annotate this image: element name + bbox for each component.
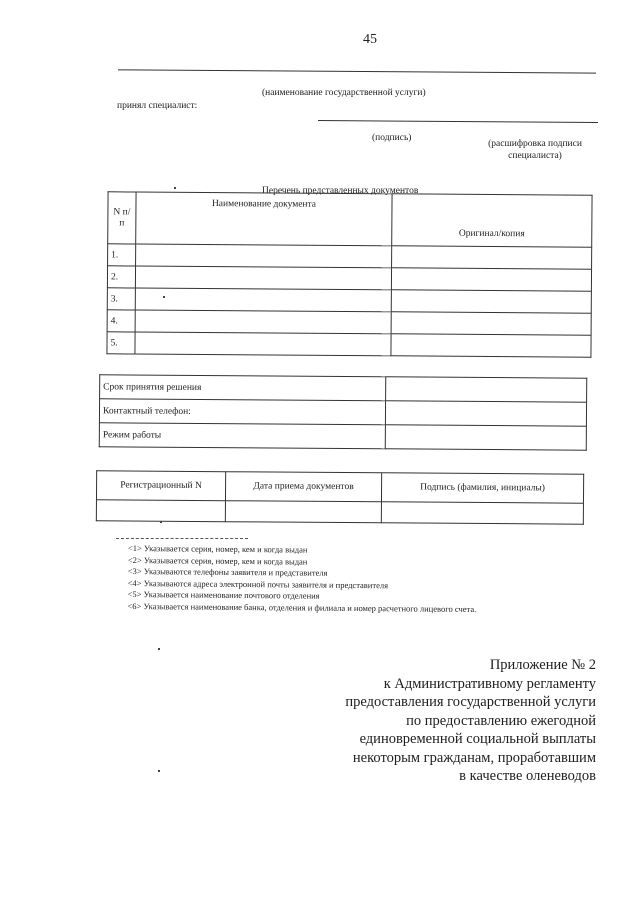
signature-line — [318, 120, 598, 123]
footnotes — [127, 543, 476, 616]
scan-speck — [174, 187, 176, 189]
row-number: 5. — [107, 332, 135, 354]
footnote-separator — [116, 538, 248, 539]
decision-info-table — [99, 374, 587, 450]
signature-caption: (подпись) — [372, 133, 412, 143]
table-row — [99, 423, 586, 450]
appendix-line: в качестве оленеводов — [459, 768, 596, 784]
page-number: 45 — [363, 32, 377, 47]
decision-term-value[interactable] — [386, 377, 587, 402]
footnote-4: <4> Указываются адреса электронной почты заявителя и представителя — [127, 577, 389, 591]
accepted-label: принял специалист: — [117, 101, 198, 111]
appendix-line: некоторым гражданам, проработавшим — [352, 749, 596, 766]
original-copy-cell[interactable] — [392, 246, 592, 269]
header-receipt-date: Дата приема документов — [225, 472, 381, 502]
signature-decode-caption: (расшифровка подписи специалиста) — [488, 139, 582, 161]
scan-speck — [158, 648, 160, 650]
footnote-6: <6> Указывается наименование банка, отделения и филиала и номер расчетного лицевого счета. — [127, 600, 477, 615]
appendix-line: по предоставлению ежегодной — [406, 712, 596, 729]
signature-cell[interactable] — [381, 502, 583, 524]
row-number: 2. — [107, 266, 135, 288]
footnote-2: <2> Указывается серия, номер, кем и когда выдан — [127, 554, 308, 567]
registration-table — [96, 470, 584, 524]
documents-table-title: Перечень представленных документов — [262, 186, 419, 196]
document-name-cell[interactable] — [135, 310, 391, 334]
work-schedule-value[interactable] — [385, 425, 586, 450]
original-copy-cell[interactable] — [391, 290, 591, 313]
decision-term-label: Срок принятия решения — [100, 375, 386, 401]
contact-phone-value[interactable] — [385, 401, 586, 426]
document-name-cell[interactable] — [136, 244, 392, 268]
contact-phone-label: Контактный телефон: — [99, 399, 385, 425]
service-name-line — [118, 69, 596, 73]
document-name-cell[interactable] — [135, 332, 391, 356]
service-name-caption: (наименование государственной услуги) — [262, 88, 426, 98]
original-copy-cell[interactable] — [391, 334, 591, 357]
table-row — [107, 332, 591, 357]
original-copy-cell[interactable] — [391, 312, 591, 335]
scan-speck — [158, 770, 160, 772]
appendix-line: предоставления государственной услуги — [345, 694, 596, 710]
appendix-line: единовременной социальной выплаты — [359, 731, 596, 747]
footnote-5: <5> Указывается наименование почтового отделения — [127, 589, 320, 602]
scan-speck — [160, 521, 162, 523]
table-row — [99, 399, 586, 426]
documents-table — [106, 191, 592, 357]
work-schedule-label: Режим работы — [99, 423, 385, 449]
header-signature: Подпись (фамилия, инициалы) — [381, 473, 583, 503]
footnote-3: <3> Указываются телефоны заявителя и представителя — [127, 566, 328, 578]
row-number: 1. — [108, 244, 136, 266]
registration-table-header — [96, 471, 583, 503]
row-number: 3. — [107, 288, 135, 310]
header-original-copy: Оригинал/копия — [392, 194, 592, 247]
table-row — [100, 375, 587, 402]
row-number: 4. — [107, 310, 135, 332]
header-document-name: Наименование документа — [136, 192, 392, 246]
document-name-cell[interactable] — [135, 288, 391, 312]
documents-table-header — [108, 192, 592, 247]
document-name-cell[interactable] — [135, 266, 391, 290]
footnote-1: <1> Указывается серия, номер, кем и когда выдан — [127, 543, 308, 555]
appendix-line: к Административному регламенту — [383, 675, 596, 692]
appendix-heading — [276, 656, 596, 786]
header-registration-number: Регистрационный N — [96, 471, 225, 501]
original-copy-cell[interactable] — [391, 268, 591, 291]
appendix-line: Приложение № 2 — [489, 657, 596, 673]
header-number: N п/п — [108, 192, 136, 244]
scan-speck — [163, 296, 165, 298]
table-row — [96, 500, 583, 524]
registration-number-cell[interactable] — [96, 500, 225, 522]
receipt-date-cell[interactable] — [225, 501, 381, 523]
